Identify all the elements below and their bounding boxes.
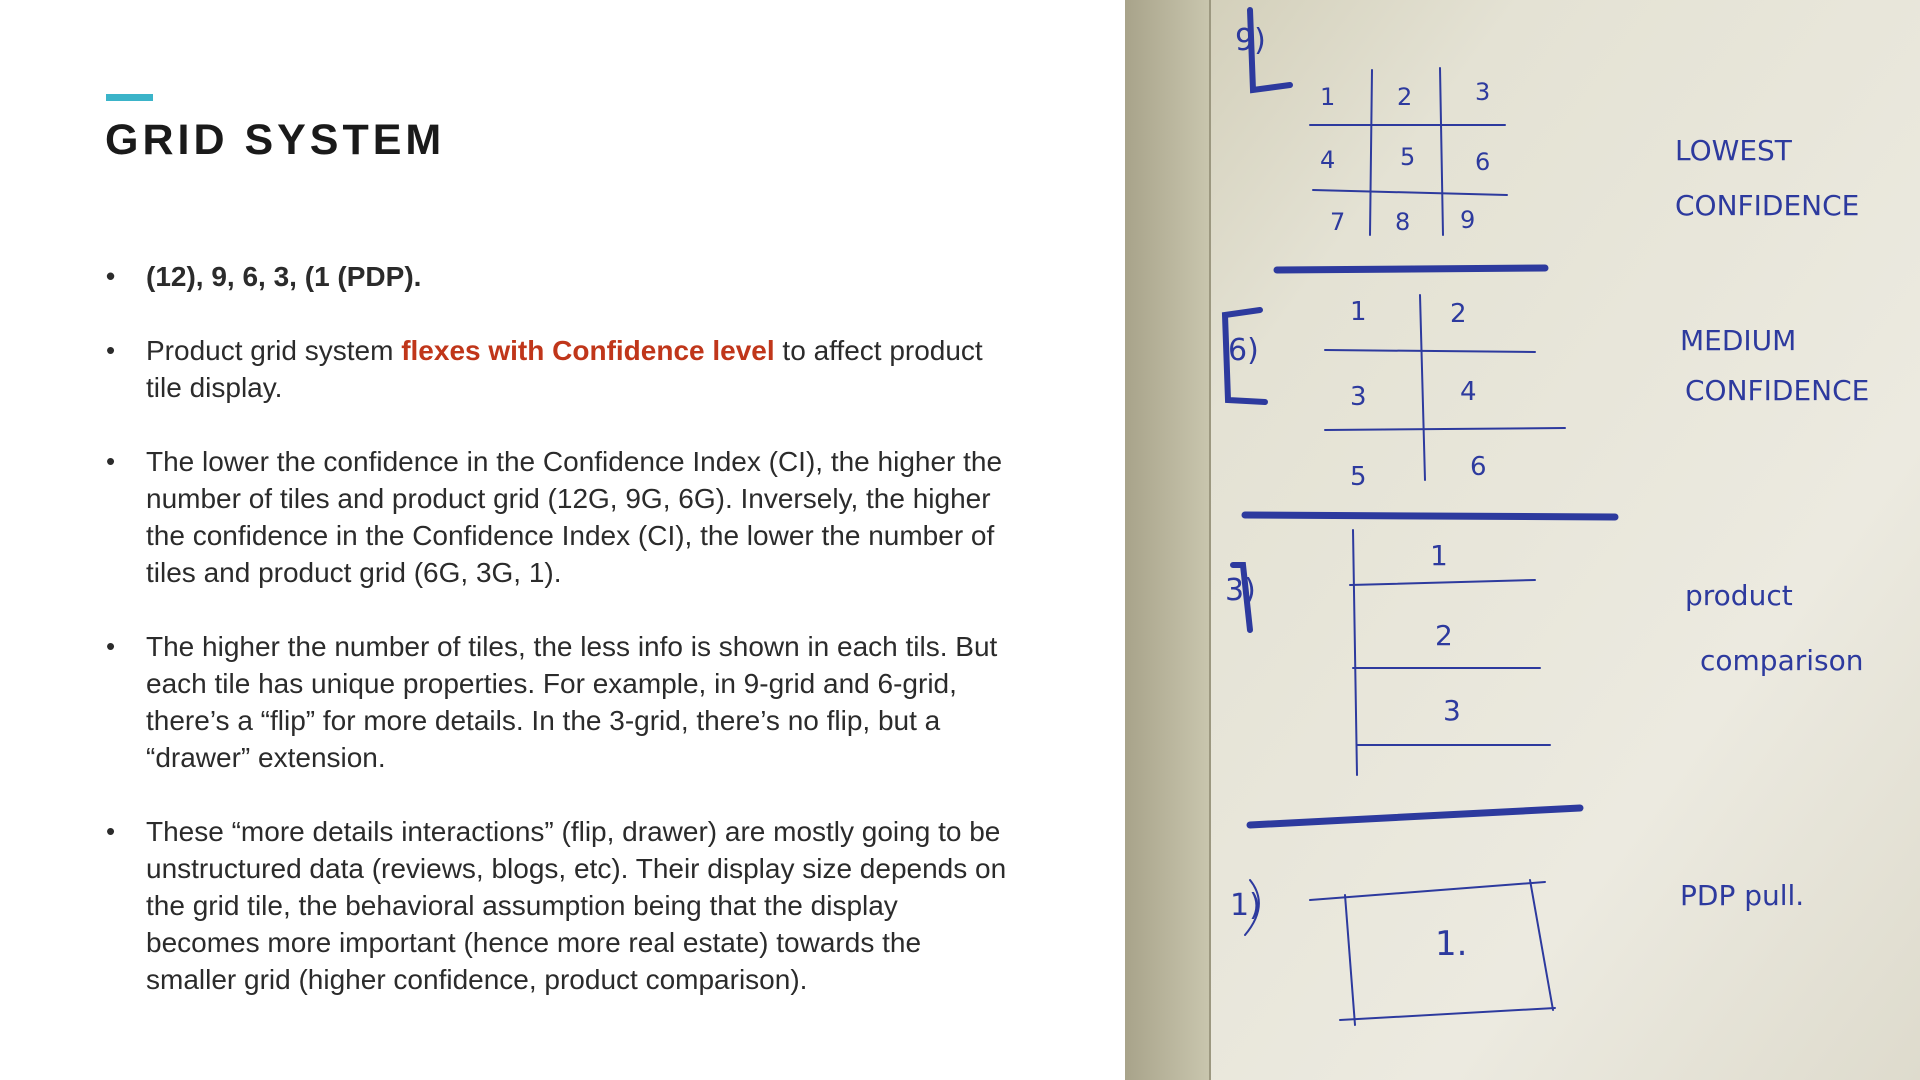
svg-text:8: 8: [1395, 208, 1411, 236]
svg-text:5: 5: [1400, 143, 1416, 171]
bullet-icon: •: [106, 446, 116, 476]
bullet-list: [106, 258, 1016, 1035]
bullet-highlight: flexes with Confidence level: [401, 335, 775, 366]
sketch-label-9: 9): [1235, 23, 1266, 58]
bullet-icon: •: [106, 631, 116, 661]
bullet-item-detail-interactions: [106, 813, 1016, 998]
sketch-label-1: 1): [1230, 888, 1261, 923]
svg-text:3: 3: [1443, 694, 1461, 727]
notebook-edge: [1125, 0, 1210, 1080]
bullet-text: (12), 9, 6, 3, (1 (PDP).: [146, 261, 422, 292]
svg-text:3: 3: [1475, 78, 1491, 106]
note-medium: MEDIUM: [1680, 324, 1797, 357]
svg-text:9: 9: [1460, 206, 1476, 234]
note-lowest-confidence: CONFIDENCE: [1675, 189, 1860, 222]
bullet-item-grid-sizes: [106, 258, 1016, 295]
sketch-photo: [1125, 0, 1920, 1080]
svg-text:4: 4: [1320, 146, 1336, 174]
note-pdp-pull: PDP pull.: [1680, 879, 1805, 912]
title-accent-bar: [106, 94, 153, 101]
svg-text:6: 6: [1475, 148, 1491, 176]
svg-text:1: 1: [1430, 539, 1448, 572]
sketch-label-6: 6): [1228, 333, 1259, 368]
bullet-icon: •: [106, 335, 116, 365]
sketch-1-cells: [1435, 924, 1467, 964]
slide-title: GRID SYSTEM: [105, 116, 446, 164]
svg-text:1.: 1.: [1435, 924, 1468, 964]
note-medium-confidence: CONFIDENCE: [1685, 374, 1870, 407]
bullet-text-pre: Product grid system: [146, 335, 402, 366]
svg-text:6: 6: [1470, 452, 1487, 482]
svg-text:1: 1: [1320, 83, 1336, 111]
svg-text:1: 1: [1350, 297, 1367, 327]
bullet-text: The lower the confidence in the Confidence Index (CI), the higher the number of tiles and product grid (12G, 9G, 6G). Inversely, the higher the confidence in the Confidence Index (CI), the lower the number of tiles and product grid (6G, 3G, 1).: [146, 446, 1003, 588]
note-comparison: comparison: [1700, 644, 1864, 677]
svg-text:2: 2: [1397, 83, 1413, 111]
svg-text:5: 5: [1350, 462, 1367, 492]
bullet-item-confidence-flex: [106, 332, 1016, 406]
svg-text:2: 2: [1450, 299, 1467, 329]
whiteboard-sketch: [1125, 0, 1920, 1080]
svg-text:4: 4: [1460, 377, 1477, 407]
note-lowest: LOWEST: [1675, 134, 1792, 167]
svg-text:3: 3: [1350, 382, 1367, 412]
bullet-icon: •: [106, 261, 116, 291]
note-product: product: [1685, 579, 1793, 612]
bullet-item-tile-info: [106, 628, 1016, 776]
svg-text:7: 7: [1330, 208, 1346, 236]
sketch-label-3: 3): [1225, 573, 1256, 608]
bullet-text-post: to affect product tile display.: [146, 335, 983, 403]
bullet-item-confidence-index: [106, 443, 1016, 591]
bullet-icon: •: [106, 816, 116, 846]
bullet-text: These “more details interactions” (flip, drawer) are mostly going to be unstructured data (reviews, blogs, etc). Their display size depends on the grid tile, the behavioral assumption being that the display becomes more important (hence more real estate) towards the smaller grid (higher confidence, product comparison).: [146, 816, 1007, 995]
svg-text:2: 2: [1435, 619, 1453, 652]
bullet-text: The higher the number of tiles, the less info is shown in each tils. But each tile has unique properties. For example, in 9-grid and 6-grid, there’s a “flip” for more details. In the 3-grid, there’s no flip, but a “drawer” extension.: [146, 631, 998, 773]
